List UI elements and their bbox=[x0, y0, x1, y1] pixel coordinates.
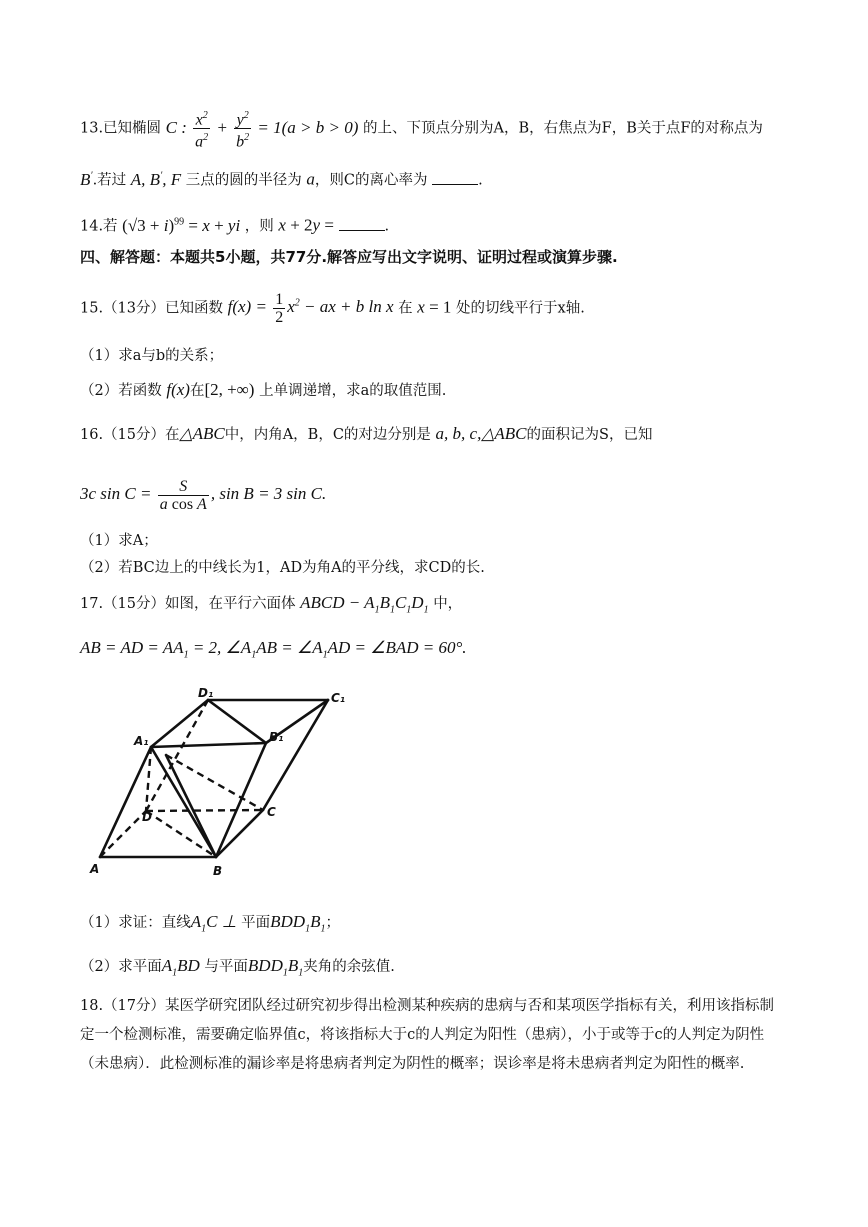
q16-head: 16.（15分）在△ABC中，内角A，B，C的对边分别是 a, b, c,△ABC的面积记为S，已知 bbox=[80, 424, 653, 443]
q17-part2: （2）求平面$A_1BD$ 与平面$BDD_1B_1$夹角的余弦值. bbox=[80, 956, 395, 979]
label-C: C bbox=[267, 805, 276, 819]
q18-text: 18.（17分）某医学研究团队经过研究初步得出检测某种疾病的患病与否和某项医学指标有关，利用该指标制定一个检测标准，需要确定临界值c，将该指标大于c的人判定为阳性（患病），小于或等于c的人判定为阴性（未患病）．此检测标准的漏诊率是将患病者判定为阴性的概率；误诊率是将未患病者判定为阳性的概率. bbox=[80, 998, 775, 1072]
label-A1: A₁ bbox=[134, 734, 149, 748]
label-B: B bbox=[213, 864, 223, 878]
q17-head: 17.（15分）如图，在平行六面体 ABCD − $A_1B_1C_1D_1$ 中， bbox=[80, 593, 463, 616]
q15-part1: （1）求a与b的关系； bbox=[80, 348, 224, 364]
answer-blank[interactable] bbox=[432, 170, 478, 185]
q13-line1: 13.已知椭圆 C : $\frac{x^2}{a^2}$ + $\frac{y^2}{b^2}$ = 1(a > b > 0) 的上、下顶点分别为A，B，右焦点为F，B关于点F的对称点为 bbox=[80, 107, 763, 151]
ellipse-equation: C : $\frac{x^2}{a^2}$ + $\frac{y^2}{b^2}$ = 1(a > b > 0) bbox=[166, 118, 359, 137]
q15-head: 15.（13分）已知函数 f(x) = $\frac{1}{2}$ $x^2$ − ax + b ln x 在 x = 1 处的切线平行于x轴. bbox=[80, 291, 585, 326]
q13-line2: B′.若过 A, B′, F 三点的圆的半径为 a，则C的离心率为 . bbox=[80, 169, 483, 189]
answer-blank[interactable] bbox=[339, 216, 385, 231]
label-D: D bbox=[142, 810, 152, 824]
label-C1: C₁ bbox=[331, 691, 346, 705]
q17-part1: （1）求证：直线$A_1C$ ⊥ 平面$BDD_1B_1$； bbox=[80, 912, 340, 935]
section-title: 四、解答题：本题共5小题，共77分.解答应写出文字说明、证明过程或演算步骤. bbox=[80, 248, 618, 266]
q17-condition: AB = AD = $AA_1 = 2$, $\angle A_1AB$ = $\angle A_1AD$ = ∠BAD = 60°. bbox=[80, 638, 467, 661]
parallelepiped-figure bbox=[88, 685, 348, 885]
label-D1: D₁ bbox=[198, 686, 214, 700]
q15-part2: （2）若函数 f(x)在[2, +∞) 上单调递增，求a的取值范围. bbox=[80, 380, 447, 399]
q16-part1: （1）求A； bbox=[80, 533, 158, 549]
q16-part2: （2）若BC边上的中线长为1，AD为角A的平分线，求CD的长. bbox=[80, 560, 485, 576]
label-A: A bbox=[90, 862, 100, 876]
q14-line: 14.若 $(√3 + i)^{99} = x$ + yi ，则 x + 2y = . bbox=[80, 215, 390, 235]
label-B1: B₁ bbox=[269, 730, 284, 744]
q16-condition: 3c sin C = $\frac{S}{\text{a cos A}}$ , sin B = 3 sin C. bbox=[80, 478, 327, 513]
